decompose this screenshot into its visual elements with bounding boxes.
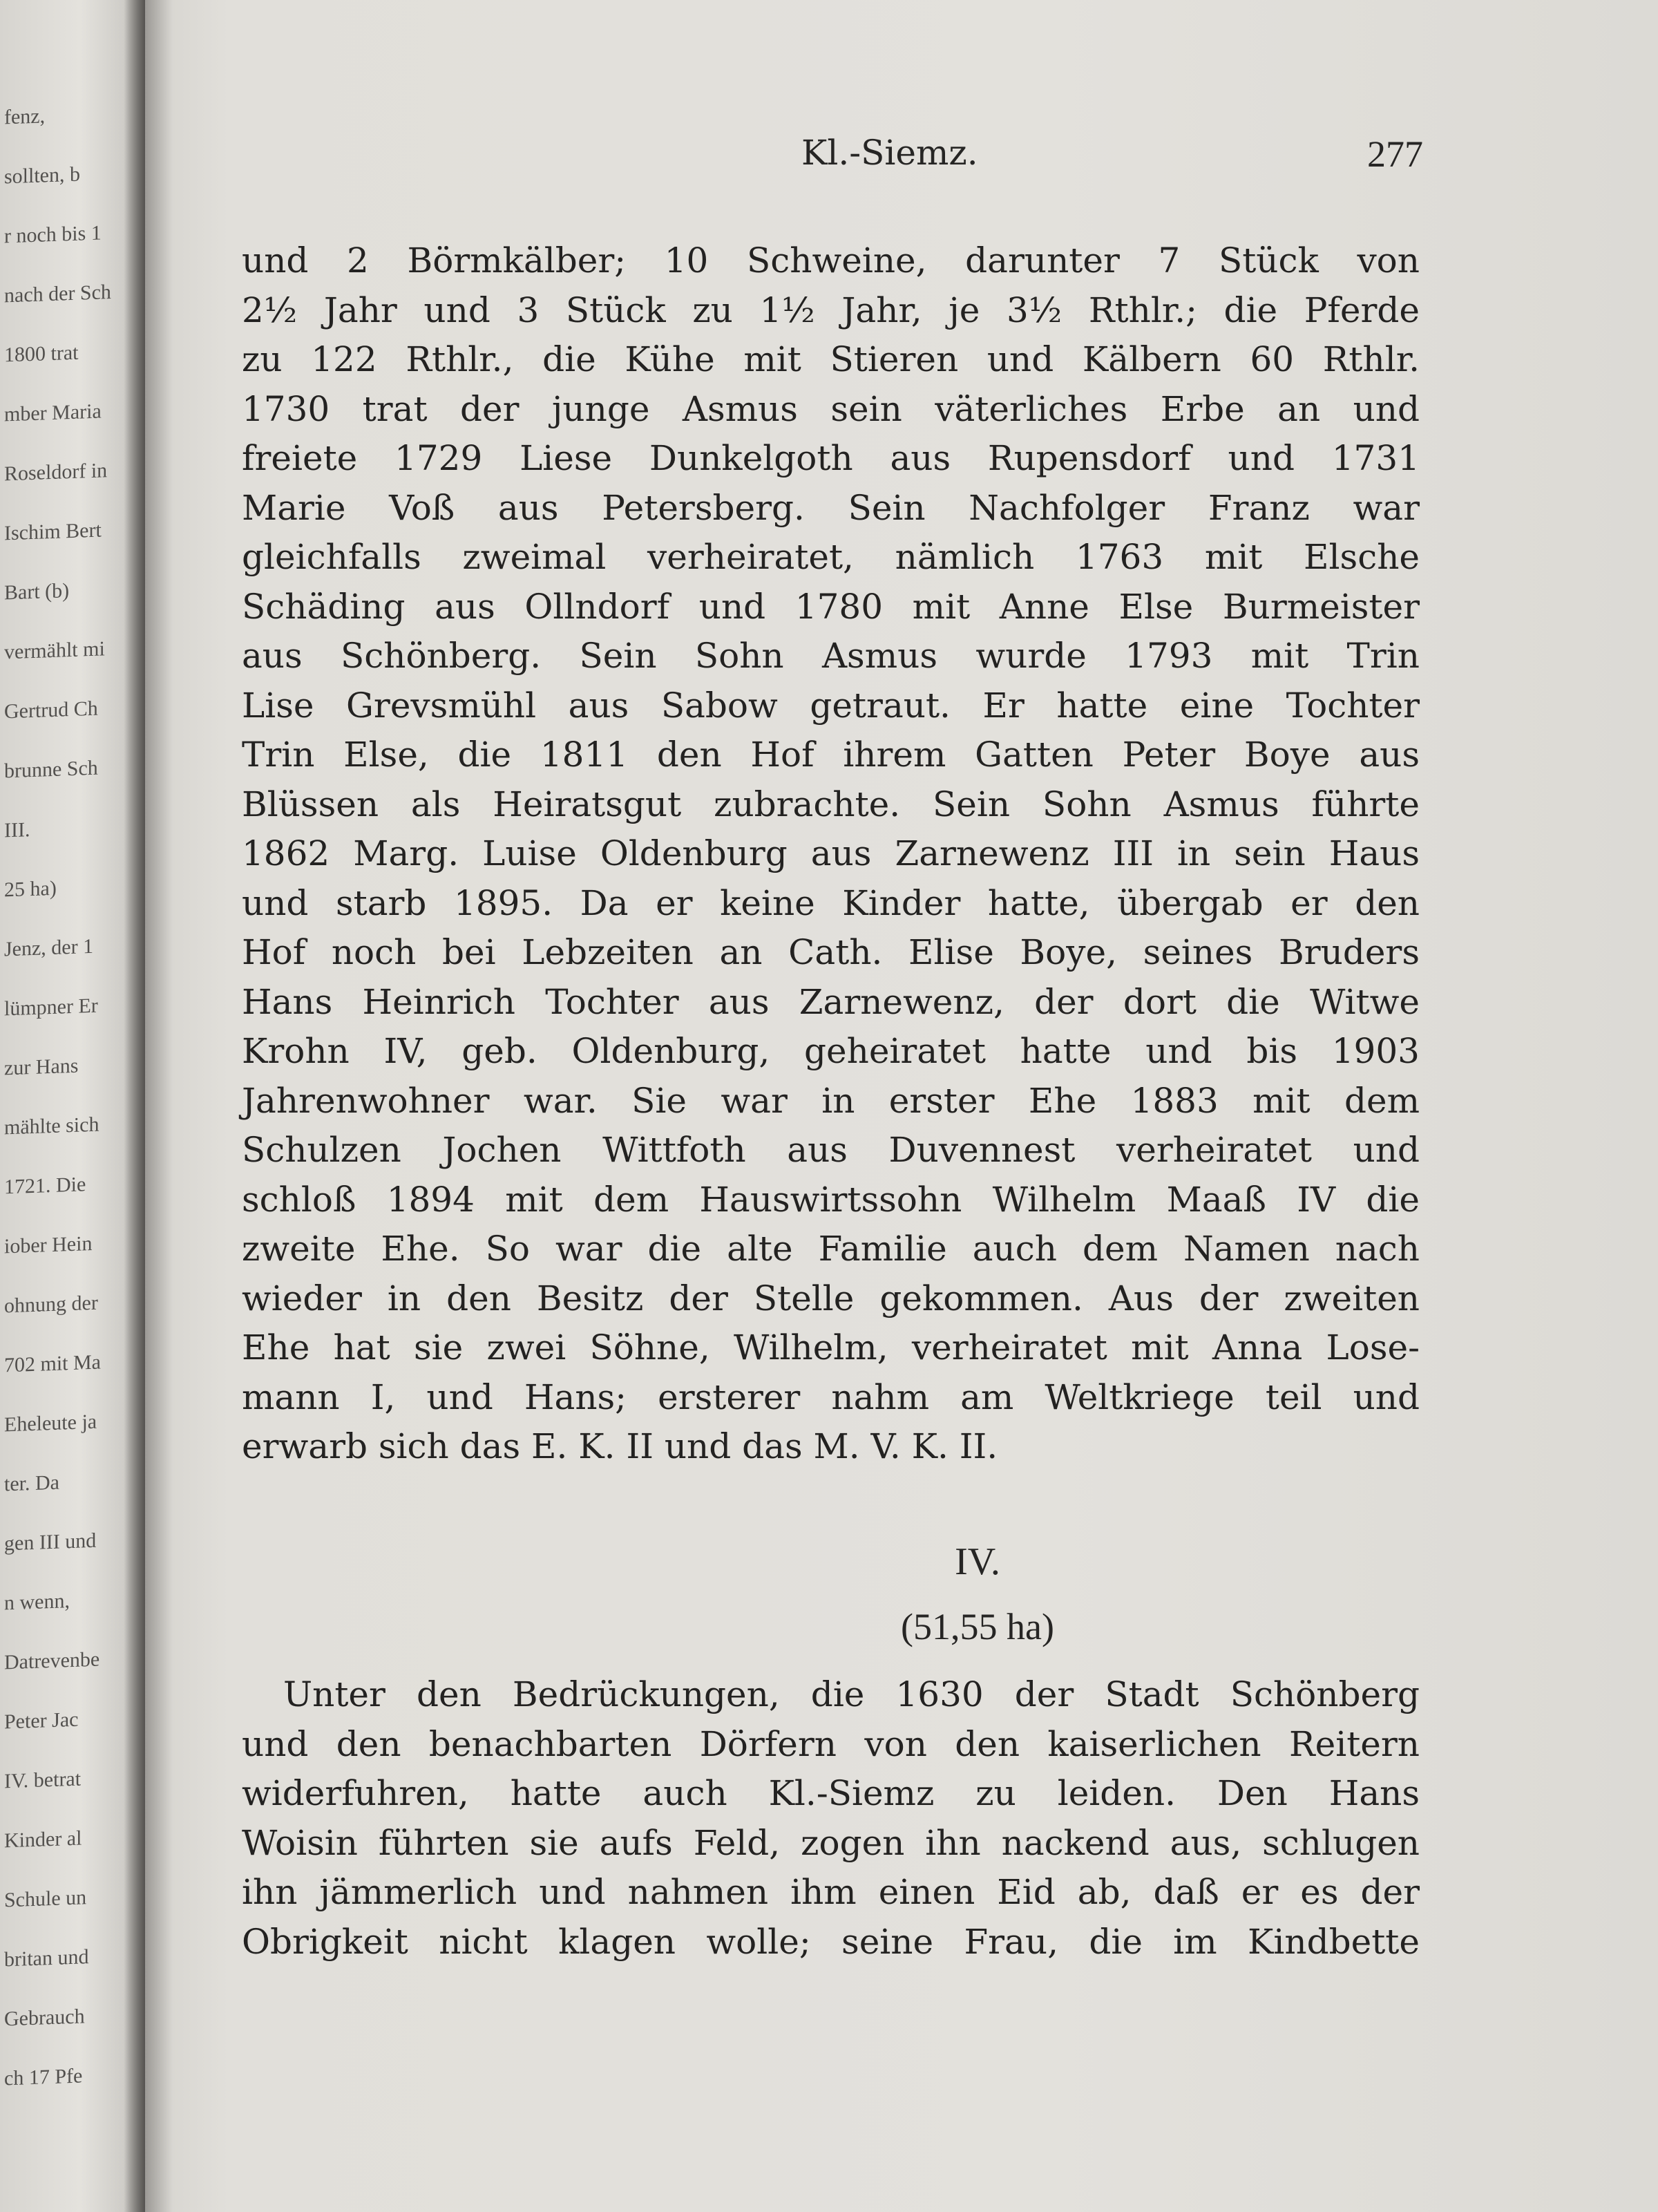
left-page-text-fragment: Eheleute ja	[4, 1410, 97, 1437]
left-page-text-fragment: Kinder al	[4, 1826, 82, 1853]
text-line: wieder in den Besitz der Stelle gekommen. Aus der zweiten	[242, 1278, 1420, 1318]
text-line: aus Schönberg. Sein Sohn Asmus wurde 1793 mit Trin	[242, 636, 1420, 676]
text-line: Obrigkeit nicht klagen wolle; seine Frau, die im Kindbette	[242, 1921, 1420, 1962]
text-line: Ehe hat sie zwei Söhne, Wilhelm, verheiratet mit Anna Lose-	[242, 1327, 1420, 1368]
text-line: 2½ Jahr und 3 Stück zu 1½ Jahr, je 3½ Rthlr.; die Pferde	[242, 290, 1420, 330]
left-page-text-fragment: mählte sich	[4, 1113, 99, 1140]
left-page-text-fragment: vermählt mi	[4, 637, 105, 664]
text-line: zu 122 Rthlr., die Kühe mit Stieren und Kälbern 60 Rthlr.	[242, 339, 1420, 379]
left-page-text-fragment: III.	[4, 818, 30, 842]
section-heading-number: IV.	[955, 1540, 1000, 1583]
left-page-text-fragment: 25 ha)	[4, 876, 57, 902]
paragraph-1	[242, 236, 1420, 1472]
left-page-margin	[0, 0, 145, 2212]
paragraph-2	[242, 1670, 1420, 1967]
left-page-text-fragment: Schule un	[4, 1886, 87, 1912]
text-line: Lise Grevsmühl aus Sabow getraut. Er hatte eine Tochter	[242, 685, 1420, 726]
left-page-text-fragment: mber Maria	[4, 399, 102, 426]
left-page-text-fragment: Gebrauch	[4, 2005, 85, 2031]
text-line: Marie Voß aus Petersberg. Sein Nachfolger Franz war	[242, 487, 1420, 528]
page-header	[663, 133, 1423, 181]
book-page	[145, 0, 1658, 2212]
text-line: Krohn IV, geb. Oldenburg, geheiratet hatte und bis 1903	[242, 1031, 1420, 1071]
section-heading-area: (51,55 ha)	[901, 1606, 1054, 1647]
left-page-text-fragment: n wenn,	[4, 1589, 70, 1615]
text-line: Jahrenwohner war. Sie war in erster Ehe 1883 mit dem	[242, 1080, 1420, 1121]
left-page-text-fragment: britan und	[4, 1945, 89, 1972]
text-line: freiete 1729 Liese Dunkelgoth aus Rupensdorf und 1731	[242, 438, 1420, 478]
text-line: Hans Heinrich Tochter aus Zarnewenz, der dort die Witwe	[242, 981, 1420, 1022]
text-line: 1862 Marg. Luise Oldenburg aus Zarnewenz III in sein Haus	[242, 833, 1420, 873]
text-line: Unter den Bedrückungen, die 1630 der Stadt Schönberg	[283, 1674, 1420, 1714]
text-line: widerfuhren, hatte auch Kl.-Siemz zu leiden. Den Hans	[242, 1773, 1420, 1813]
left-page-text-fragment: brunne Sch	[4, 756, 98, 783]
text-line: zweite Ehe. So war die alte Familie auch dem Namen nach	[242, 1229, 1420, 1269]
left-page-text-fragment: 1800 trat	[4, 341, 79, 367]
text-line: ihn jämmerlich und nahmen ihm einen Eid ab, daß er es der	[242, 1872, 1420, 1912]
text-line: erwarb sich das E. K. II und das M. V. K. II.	[242, 1426, 998, 1466]
left-page-text-fragment: lümpner Er	[4, 994, 98, 1021]
left-page-text-fragment: zur Hans	[4, 1054, 79, 1080]
left-page-text-fragment: 1721. Die	[4, 1173, 86, 1199]
left-page-text-fragment: Peter Jac	[4, 1708, 79, 1734]
text-line: und starb 1895. Da er keine Kinder hatte, übergab er den	[242, 882, 1420, 923]
left-page-text-fragment: Roseldorf in	[4, 459, 108, 486]
left-page-text-fragment: ter. Da	[4, 1471, 59, 1496]
text-line: und 2 Börmkälber; 10 Schweine, darunter 7 Stück von	[242, 240, 1420, 281]
text-line: mann I, und Hans; ersterer nahm am Weltkriege teil und	[242, 1377, 1420, 1417]
left-page-text-fragment: r noch bis 1	[4, 221, 102, 248]
text-line: schloß 1894 mit dem Hauswirtssohn Wilhelm Maaß IV die	[242, 1179, 1420, 1220]
text-line: Blüssen als Heiratsgut zubrachte. Sein Sohn Asmus führte	[242, 784, 1420, 824]
text-line: Schulzen Jochen Wittfoth aus Duvennest verheiratet und	[242, 1130, 1420, 1170]
text-line: Hof noch bei Lebzeiten an Cath. Elise Boye, seines Bruders	[242, 932, 1420, 972]
left-page-text-fragment: gen III und	[4, 1529, 97, 1556]
book-gutter	[124, 0, 145, 2212]
running-title: Kl.-Siemz.	[801, 133, 978, 173]
left-page-text-fragment: ch 17 Pfe	[4, 2064, 83, 2090]
left-page-text-fragment: ohnung der	[4, 1291, 98, 1318]
left-page-text-fragment: Jenz, der 1	[4, 934, 94, 961]
left-page-text-fragment: fenz,	[4, 104, 46, 129]
text-line: und den benachbarten Dörfern von den kaiserlichen Reitern	[242, 1723, 1420, 1764]
text-line: Schäding aus Ollndorf und 1780 mit Anne Else Burmeister	[242, 586, 1420, 627]
text-line: 1730 trat der junge Asmus sein väterliches Erbe an und	[242, 388, 1420, 429]
text-line: gleichfalls zweimal verheiratet, nämlich 1763 mit Elsche	[242, 537, 1420, 577]
page-number: 277	[1367, 133, 1423, 175]
left-page-text-fragment: IV. betrat	[4, 1767, 82, 1793]
left-page-text-fragment: Gertrud Ch	[4, 697, 98, 724]
left-page-text-fragment: 702 mit Ma	[4, 1350, 101, 1377]
left-page-text-fragment: sollten, b	[4, 162, 80, 189]
left-page-text-fragment: Ischim Bert	[4, 518, 102, 545]
left-page-text-fragment: nach der Sch	[4, 280, 111, 308]
left-page-text-fragment: Datrevenbe	[4, 1647, 100, 1674]
left-page-text-fragment: iober Hein	[4, 1231, 93, 1258]
left-page-text-fragment: Bart (b)	[4, 579, 70, 605]
text-line: Woisin führten sie aufs Feld, zogen ihn nackend aus, schlugen	[242, 1822, 1420, 1863]
text-line: Trin Else, die 1811 den Hof ihrem Gatten Peter Boye aus	[242, 735, 1420, 775]
